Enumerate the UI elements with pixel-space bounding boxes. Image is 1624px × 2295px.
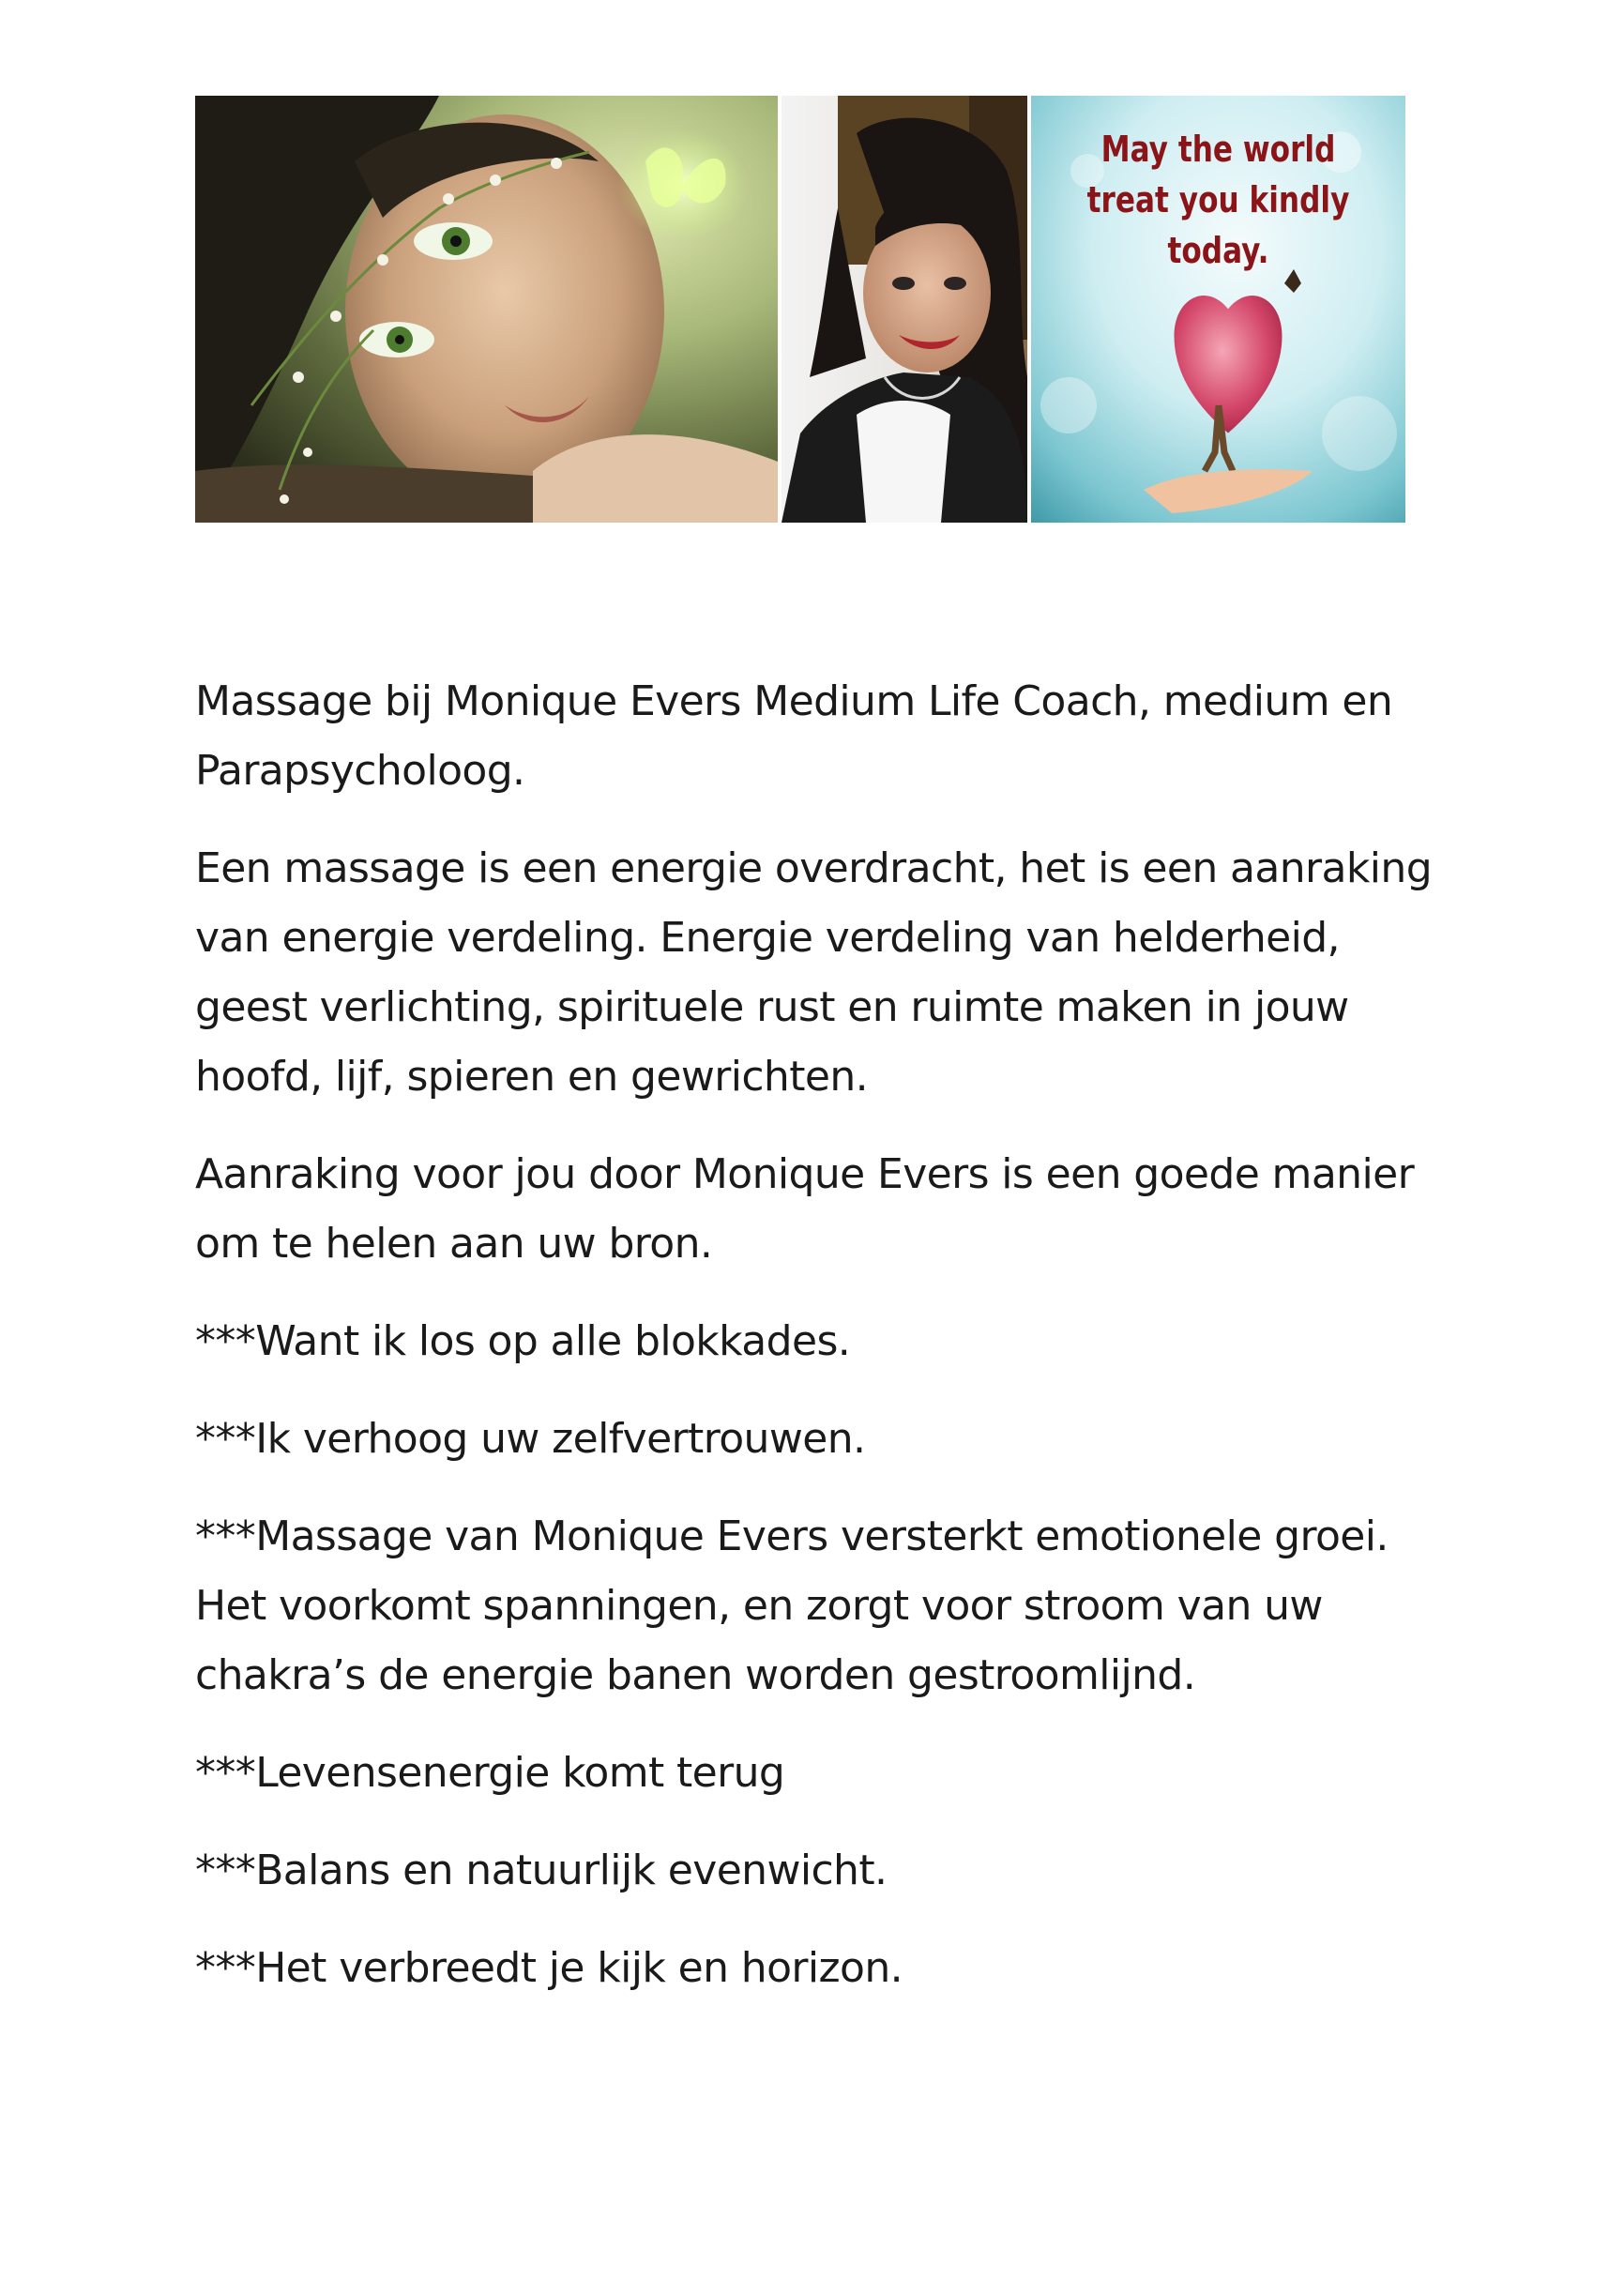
- paragraph-intro: Massage bij Monique Evers Medium Life Coach, medium en Parapsycholoog.: [195, 677, 1393, 795]
- bullet-confidence: ***Ik verhoog uw zelfvertrouwen.: [195, 1415, 866, 1463]
- document-body: [195, 667, 1434, 2031]
- paragraph-energy: Een massage is een energie overdracht, het is een aanraking van energie verdeling. Energie verdeling van helderheid, geest verlichting, spirituele rust en ruimte maken in jouw hoofd, lijf, spieren en gewrichten.: [195, 844, 1433, 1101]
- quote-text: [1065, 124, 1372, 276]
- bullet-blockades: ***Want ik los op alle blokkades.: [195, 1317, 851, 1365]
- bullet-life-energy: ***Levensenergie komt terug: [195, 1749, 785, 1797]
- bullet-horizon: ***Het verbreedt je kijk en horizon.: [195, 1944, 903, 1992]
- quote-line-1: May the world: [1100, 129, 1336, 170]
- bullet-emotional-growth: ***Massage van Monique Evers versterkt emotionele groei. Het voorkomt spanningen, en zorgt voor stroom van uw chakra’s de energie banen worden gestroomlijnd.: [195, 1512, 1389, 1699]
- fairy-woman-photo: [195, 96, 778, 523]
- quote-line-2: treat you kindly today.: [1086, 179, 1350, 271]
- monique-evers-portrait: [782, 96, 1027, 523]
- bullet-balance: ***Balans en natuurlijk evenwicht.: [195, 1847, 888, 1894]
- quote-heart-tree-image: [1031, 96, 1405, 523]
- paragraph-touch: Aanraking voor jou door Monique Evers is een goede manier om te helen aan uw bron.: [195, 1150, 1415, 1268]
- header-image-strip: [195, 96, 1405, 523]
